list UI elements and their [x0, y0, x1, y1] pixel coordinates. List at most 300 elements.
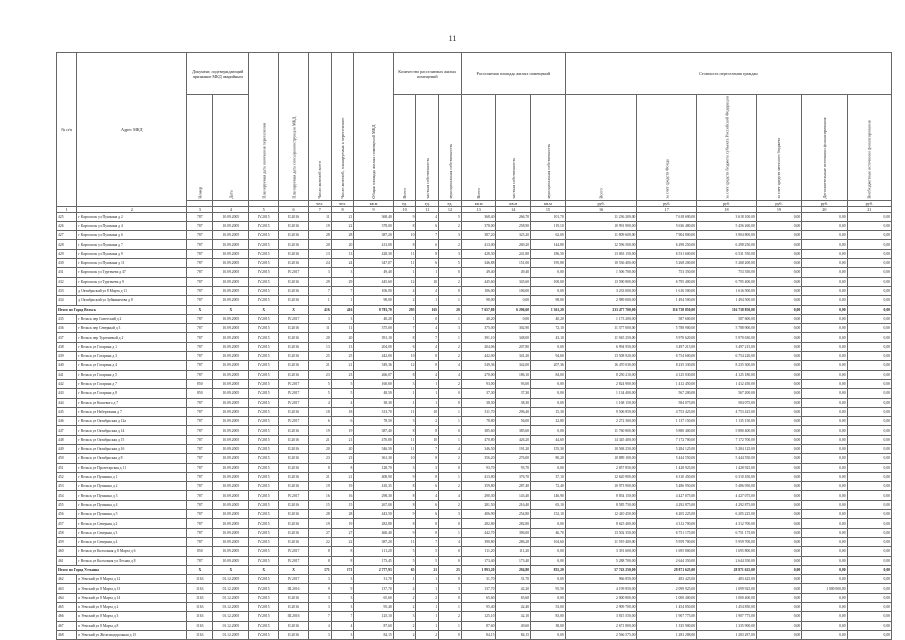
table-cell: 5: [331, 379, 354, 388]
table-cell: 0,00: [847, 537, 891, 546]
table-cell: IV.2015: [249, 389, 279, 398]
table-cell: 10.09.2005: [213, 361, 249, 370]
table-cell: 2: [439, 277, 462, 286]
table-cell: 94,60: [531, 352, 566, 361]
col-area-total: Всего: [461, 95, 496, 201]
table-cell: 5 970 620,00: [637, 333, 697, 342]
table-cell: 72,10: [531, 324, 566, 333]
address-cell: п Уемский ул Железнодорожная д 15: [77, 630, 187, 639]
table-cell: 1: [416, 621, 439, 630]
table-cell: 2: [439, 454, 462, 463]
table-cell: 1163: [187, 575, 213, 584]
table-cell: 101,70: [531, 212, 566, 221]
table-cell: 0,00: [847, 491, 891, 500]
table-cell: 0,00: [802, 565, 847, 574]
table-cell: 207,36: [531, 361, 566, 370]
table-cell: 1 454 850,00: [637, 603, 697, 612]
table-cell: X: [249, 565, 279, 574]
table-cell: 787: [187, 491, 213, 500]
table-cell: 458: [57, 528, 77, 537]
table-cell: 01.12.2005: [213, 603, 249, 612]
column-number: 12: [439, 206, 462, 212]
table-cell: 10 889 100,00: [565, 454, 637, 463]
table-cell: 1: [439, 417, 462, 426]
table-cell: 0,00: [802, 268, 847, 277]
table-cell: 0,00: [802, 472, 847, 481]
table-cell: 20: [331, 333, 354, 342]
table-cell: IV.2015: [249, 556, 279, 565]
table-cell: II.2016: [279, 454, 309, 463]
table-cell: IV.2015: [249, 314, 279, 323]
table-cell: 10: [393, 231, 416, 240]
table-cell: 436: [57, 324, 77, 333]
table-cell: 1: [416, 379, 439, 388]
table-cell: 0,00: [847, 463, 891, 472]
address-cell: г Вельск ул Северная д 4: [77, 537, 187, 546]
column-number: 21: [847, 206, 891, 212]
table-cell: 1 695 800,00: [637, 547, 697, 556]
table-cell: 346,50: [354, 444, 393, 453]
table-cell: 3 233 000,00: [565, 286, 637, 295]
table-cell: 0,00: [847, 268, 891, 277]
table-cell: 19: [308, 221, 331, 230]
table-cell: 442: [57, 379, 77, 388]
table-cell: 0,00: [531, 286, 566, 295]
table-cell: 29: [308, 277, 331, 286]
table-cell: 430: [57, 259, 77, 268]
unit-total-area: кв.м: [354, 200, 393, 206]
table-cell: 57 743 250,00: [565, 565, 637, 574]
table-cell: 483 425,00: [697, 575, 757, 584]
table-cell: 28: [331, 231, 354, 240]
table-cell: 0,00: [531, 426, 566, 435]
table-cell: 151,00: [496, 259, 531, 268]
unit-rooms-private: ед.: [416, 200, 439, 206]
table-cell: 286,20: [496, 537, 531, 546]
table-cell: 10.09.2005: [213, 240, 249, 249]
table-cell: 0,00: [802, 519, 847, 528]
table-cell: 5: [416, 547, 439, 556]
table-cell: 2: [439, 500, 462, 509]
table-cell: IV.2015: [249, 630, 279, 639]
table-cell: 3 618 100,00: [697, 212, 757, 221]
table-cell: 0,00: [531, 575, 566, 584]
table-cell: 787: [187, 314, 213, 323]
table-cell: 0,00: [756, 547, 801, 556]
table-cell: 387,20: [354, 231, 393, 240]
table-cell: 1 616 500,00: [697, 286, 757, 295]
table-cell: 8: [416, 454, 439, 463]
table-cell: 5 284 125,00: [637, 444, 697, 453]
table-cell: 65: [393, 565, 416, 574]
table-cell: 0,00: [756, 407, 801, 416]
column-number: 20: [802, 206, 847, 212]
table-cell: 787: [187, 519, 213, 528]
table-cell: 0,00: [847, 370, 891, 379]
table-cell: 391,10: [461, 333, 496, 342]
table-cell: 3: [439, 510, 462, 519]
table-cell: 1 695 800,00: [697, 547, 757, 556]
table-cell: 0,00: [756, 249, 801, 258]
table-cell: 10.09.2005: [213, 519, 249, 528]
table-cell: 93,00: [461, 379, 496, 388]
table-cell: 0: [439, 389, 462, 398]
address-cell: г Каргополь ул Пушкина д 7: [77, 240, 187, 249]
table-cell: 0,00: [531, 593, 566, 602]
table-cell: 3 904 800,00: [697, 231, 757, 240]
table-cell: 5 444 550,00: [697, 454, 757, 463]
table-row: [57, 491, 892, 500]
unit-cost-total: руб.: [565, 200, 637, 206]
table-cell: 3: [331, 314, 354, 323]
table-cell: 40,20: [531, 314, 566, 323]
table-row: [57, 435, 892, 444]
table-cell: 10 973 900,00: [565, 482, 637, 491]
table-cell: X: [213, 305, 249, 314]
table-cell: 5 788 900,00: [637, 324, 697, 333]
table-cell: 454: [57, 491, 77, 500]
col-residents: Число жителей всего: [308, 53, 331, 201]
table-row: [57, 547, 892, 556]
table-cell: 378,00: [461, 221, 496, 230]
table-cell: 0,00: [847, 240, 891, 249]
table-cell: 241,80: [496, 249, 531, 258]
table-cell: 27: [308, 528, 331, 537]
table-cell: II.2016: [279, 240, 309, 249]
table-cell: 431: [57, 268, 77, 277]
table-cell: 0,00: [802, 314, 847, 323]
table-cell: 396,00: [496, 528, 531, 537]
table-row: [57, 240, 892, 249]
unit-cost-extra: руб.: [847, 200, 891, 206]
table-row: [57, 454, 892, 463]
table-cell: IV.2015: [249, 519, 279, 528]
table-cell: II.2016: [279, 500, 309, 509]
table-cell: 0,00: [756, 370, 801, 379]
table-cell: 4: [439, 361, 462, 370]
table-cell: 4: [416, 370, 439, 379]
table-cell: 787: [187, 444, 213, 453]
table-cell: 1 454 850,00: [697, 603, 757, 612]
table-cell: 4 292 875,00: [637, 500, 697, 509]
table-cell: 0,00: [531, 519, 566, 528]
table-cell: 4: [331, 621, 354, 630]
table-cell: 6 298 250,00: [637, 240, 697, 249]
table-cell: 106,00: [496, 286, 531, 295]
table-cell: 387,40: [354, 426, 393, 435]
table-cell: 6 296,60: [496, 305, 531, 314]
table-cell: II.2016: [279, 510, 309, 519]
column-number: 16: [565, 206, 637, 212]
address-cell: г Вельск ул Пушкина д 2: [77, 482, 187, 491]
table-cell: 5: [439, 212, 462, 221]
table-cell: II.2016: [279, 519, 309, 528]
table-cell: 468: [57, 630, 77, 639]
table-cell: 850: [187, 379, 213, 388]
unit-cost-additional: руб.: [802, 200, 847, 206]
column-number: 6: [279, 206, 309, 212]
table-cell: 10.09.2005: [213, 314, 249, 323]
table-cell: II.2016: [279, 630, 309, 639]
table-cell: 4: [308, 398, 331, 407]
table-cell: 10.09.2005: [213, 500, 249, 509]
table-cell: 6 751 175,00: [637, 528, 697, 537]
table-cell: 186,10: [496, 370, 531, 379]
table-cell: 23: [308, 454, 331, 463]
table-cell: 5 970 630,00: [697, 333, 757, 342]
table-cell: 1: [439, 528, 462, 537]
table-cell: 1163: [187, 603, 213, 612]
table-cell: 11: [393, 407, 416, 416]
table-cell: 787: [187, 426, 213, 435]
table-cell: 10: [416, 277, 439, 286]
total-label: Итого по Город Устьяны: [57, 565, 187, 574]
table-cell: 7: [331, 612, 354, 621]
address-cell: п Уемский ул 8 Марта д 8: [77, 621, 187, 630]
table-cell: 10.09.2005: [213, 231, 249, 240]
table-cell: 22,80: [531, 417, 566, 426]
col-total-area: Общая площадь жилых помещений МКД: [354, 53, 393, 201]
table-cell: IV.2017: [279, 491, 309, 500]
column-number: 3: [187, 206, 213, 212]
table-cell: 413,80: [461, 472, 496, 481]
table-cell: 1 412 450,00: [697, 379, 757, 388]
table-cell: 787: [187, 342, 213, 351]
table-cell: 4: [416, 491, 439, 500]
table-cell: 191,20: [496, 444, 531, 453]
table-cell: 269,20: [496, 240, 531, 249]
table-cell: 0,00: [756, 435, 801, 444]
unit-area-municipal: кв.м: [531, 200, 566, 206]
table-cell: 10: [416, 407, 439, 416]
table-cell: 0,00: [756, 268, 801, 277]
table-cell: 8: [393, 426, 416, 435]
table-row: [57, 519, 892, 528]
table-cell: 38,30: [354, 398, 393, 407]
table-cell: 0,00: [756, 472, 801, 481]
address-cell: г Каргополь ул Пушкина д 6: [77, 231, 187, 240]
table-cell: 449: [57, 444, 77, 453]
table-cell: 0,00: [802, 379, 847, 388]
address-cell: г Вельск ул Гагарина д 7: [77, 379, 187, 388]
table-cell: 1 137 150,00: [637, 417, 697, 426]
table-cell: 0,00: [756, 463, 801, 472]
table-cell: 2: [416, 593, 439, 602]
table-cell: 787: [187, 231, 213, 240]
table-cell: 173,40: [496, 556, 531, 565]
table-cell: 10.09.2005: [213, 556, 249, 565]
table-cell: 549,36: [354, 361, 393, 370]
table-cell: 13: [331, 249, 354, 258]
table-cell: 1: [393, 268, 416, 277]
table-cell: 42,10: [496, 612, 531, 621]
table-cell: IV.2015: [249, 407, 279, 416]
address-cell: г Вельск ул Кошевого д 7: [77, 398, 187, 407]
table-cell: 5 288 700,00: [565, 556, 637, 565]
table-cell: 7: [416, 537, 439, 546]
table-cell: 0: [439, 426, 462, 435]
table-cell: 146,90: [531, 491, 566, 500]
table-cell: 2 272 300,00: [565, 417, 637, 426]
table-cell: 0,00: [531, 389, 566, 398]
total-label: Итого по Город Вельск: [57, 305, 187, 314]
table-cell: 8: [308, 556, 331, 565]
table-cell: 465: [57, 603, 77, 612]
table-cell: 0,00: [531, 342, 566, 351]
table-row: [57, 556, 892, 565]
table-cell: 0,00: [756, 296, 801, 305]
table-cell: II.2016: [279, 621, 309, 630]
table-cell: IV.2017: [279, 575, 309, 584]
table-row: [57, 389, 892, 398]
table-cell: IV.2015: [249, 472, 279, 481]
table-cell: 0,00: [756, 444, 801, 453]
table-cell: 457: [57, 519, 77, 528]
table-cell: 1 000 000,00: [802, 584, 847, 593]
col-cost-group: Стоимость переселения граждан: [565, 53, 891, 95]
table-cell: 294,80: [496, 565, 531, 574]
table-cell: 11 377 000,00: [565, 324, 637, 333]
table-cell: 2 857 850,00: [565, 463, 637, 472]
table-cell: II.2016: [279, 435, 309, 444]
table-cell: IV.2015: [249, 426, 279, 435]
table-cell: 460: [57, 547, 77, 556]
table-cell: 1 283 288,00: [637, 630, 697, 639]
table-cell: 31,70: [354, 575, 393, 584]
table-row: [57, 231, 892, 240]
table-cell: 464: [57, 593, 77, 602]
table-cell: 21: [331, 361, 354, 370]
table-cell: 375,00: [461, 324, 496, 333]
table-cell: 9: [308, 584, 331, 593]
table-cell: IV.2017: [279, 268, 309, 277]
table-cell: 6 531 600,00: [637, 249, 697, 258]
table-cell: 410,35: [354, 482, 393, 491]
table-cell: 1: [416, 389, 439, 398]
table-cell: 1 335 900,00: [637, 621, 697, 630]
table-cell: 01.12.2005: [213, 630, 249, 639]
table-cell: 80,20: [531, 454, 566, 463]
table-cell: 445: [57, 407, 77, 416]
table-cell: 470,80: [354, 435, 393, 444]
table-cell: 4: [416, 212, 439, 221]
table-cell: 0,00: [802, 407, 847, 416]
table-cell: 2: [393, 621, 416, 630]
table-cell: 787: [187, 556, 213, 565]
table-cell: II.2016: [279, 333, 309, 342]
table-cell: 38,30: [461, 398, 496, 407]
table-cell: 37,30: [461, 389, 496, 398]
table-cell: 0,00: [847, 296, 891, 305]
table-cell: 302,90: [496, 324, 531, 333]
table-cell: 455: [57, 500, 77, 509]
table-cell: IV.2015: [249, 342, 279, 351]
table-cell: 8: [416, 352, 439, 361]
table-cell: 0,00: [847, 556, 891, 565]
table-cell: 5 959 700,00: [637, 537, 697, 546]
table-cell: 62,00: [531, 231, 566, 240]
table-cell: IV.2015: [249, 463, 279, 472]
table-cell: 6: [416, 510, 439, 519]
table-cell: 31,70: [461, 575, 496, 584]
table-cell: 0,00: [756, 612, 801, 621]
table-cell: 1163: [187, 612, 213, 621]
col-no: № п/п: [57, 53, 77, 207]
table-cell: X: [279, 565, 309, 574]
table-cell: IV.2015: [249, 221, 279, 230]
table-cell: 0,00: [756, 361, 801, 370]
address-cell: г Вельск ул Гагарина д 8: [77, 389, 187, 398]
table-cell: 8 783,70: [354, 305, 393, 314]
table-row: [57, 612, 892, 621]
table-cell: 1 361,20: [531, 305, 566, 314]
table-row: [57, 603, 892, 612]
table-cell: 15: [331, 500, 354, 509]
table-cell: 0,00: [802, 417, 847, 426]
table-cell: 346,50: [461, 444, 496, 453]
table-cell: 0,00: [847, 510, 891, 519]
table-cell: 10.09.2005: [213, 324, 249, 333]
table-cell: 1: [393, 314, 416, 323]
table-cell: 361,30: [354, 454, 393, 463]
table-cell: 11: [308, 324, 331, 333]
table-cell: 10: [416, 435, 439, 444]
table-cell: 10.09.2005: [213, 528, 249, 537]
table-cell: 2 671 800,00: [565, 621, 637, 630]
table-cell: 7: [416, 444, 439, 453]
table-cell: 1: [416, 584, 439, 593]
table-cell: 28 871 625,00: [637, 565, 697, 574]
table-cell: 787: [187, 221, 213, 230]
table-cell: 1: [439, 314, 462, 323]
table-cell: 10.09.2005: [213, 259, 249, 268]
table-cell: 0,00: [756, 417, 801, 426]
table-cell: 98,00: [354, 296, 393, 305]
table-cell: II.2016: [279, 407, 309, 416]
table-cell: 0,00: [847, 314, 891, 323]
address-cell: г Вельск пер Тургеневый д 2: [77, 333, 187, 342]
table-row: [57, 212, 892, 221]
table-cell: 18: [331, 407, 354, 416]
table-cell: 787: [187, 537, 213, 546]
table-cell: 587 600,00: [637, 314, 697, 323]
table-cell: 10.09.2005: [213, 426, 249, 435]
table-cell: 9: [393, 212, 416, 221]
table-cell: 0,00: [847, 519, 891, 528]
table-cell: 0,00: [756, 398, 801, 407]
table-cell: 128,70: [354, 463, 393, 472]
table-cell: 10.09.2005: [213, 463, 249, 472]
table-cell: 119,10: [531, 221, 566, 230]
address-cell: г Каргополь ул Пушкина д 11: [77, 259, 187, 268]
table-cell: 0,00: [756, 528, 801, 537]
table-cell: 5: [308, 379, 331, 388]
column-number: 17: [637, 206, 697, 212]
table-cell: 408,90: [354, 472, 393, 481]
table-cell: 11: [331, 324, 354, 333]
table-cell: 24: [308, 259, 331, 268]
table-cell: 0,00: [756, 491, 801, 500]
table-cell: 15,30: [531, 407, 566, 416]
table-cell: 787: [187, 352, 213, 361]
table-cell: 0,00: [756, 510, 801, 519]
table-cell: 0: [439, 286, 462, 295]
table-cell: II.2016: [279, 537, 309, 546]
col-cost-local: за счет средств местного бюджета: [756, 95, 801, 201]
table-cell: 16 470 030,00: [565, 361, 637, 370]
table-cell: 72,40: [531, 482, 566, 491]
table-cell: 125,10: [461, 612, 496, 621]
